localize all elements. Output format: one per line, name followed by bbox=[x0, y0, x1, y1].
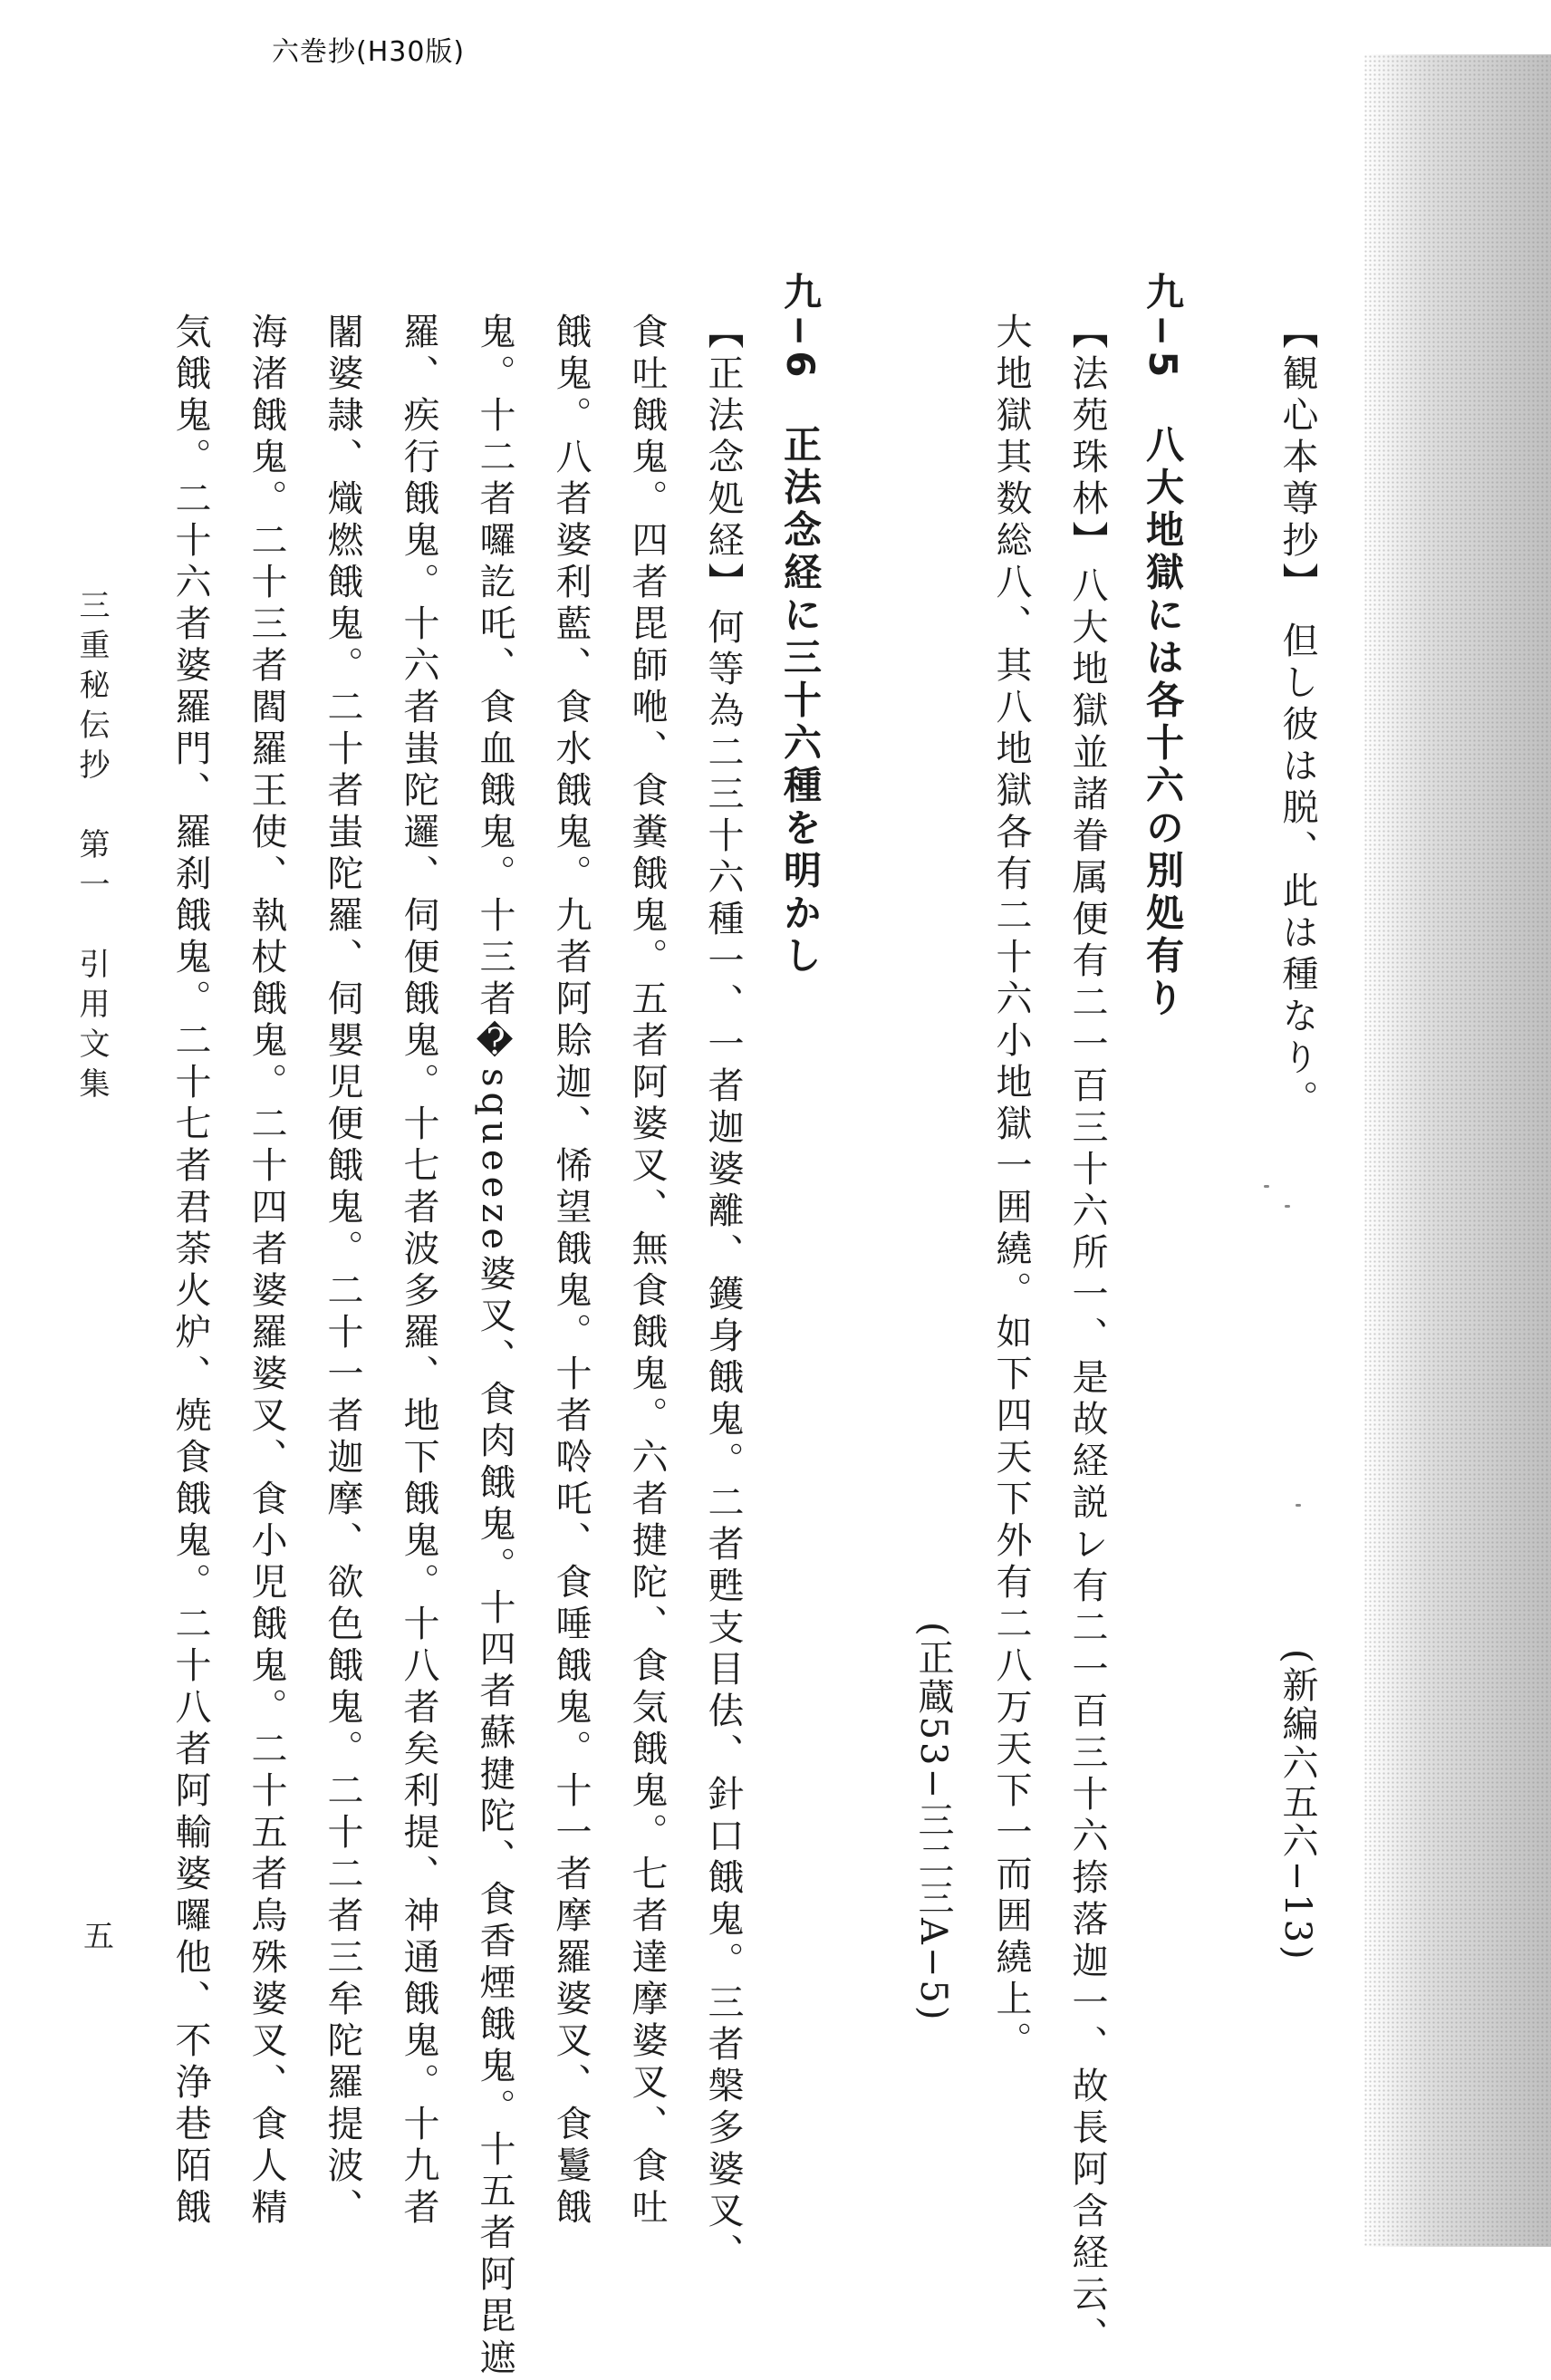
s9-5-line-1: 【法苑珠林】八大地獄並諸眷属便有二一百三十六所一、是故経説レ有二一百三十六捺落迦一、故長阿含経云、 bbox=[1066, 313, 1108, 2358]
source-hoon-jurin: 【法苑珠林】 bbox=[1066, 313, 1108, 563]
s9-6-line-7: 海渚餓鬼。二十三者閻羅王使、執杖餓鬼。二十四者婆羅婆叉、食小児餓鬼。二十五者烏殊婆叉、食人精 bbox=[246, 313, 287, 2230]
heading-9-5: 九−5 八大地獄には各十六の別処有り bbox=[1141, 272, 1185, 1021]
s9-6-line-4: 鬼。十二者囉訖吒、食血餓鬼。十三者�squeeze婆叉、食肉餓鬼。十四者蘇揵陀、食香煙餓鬼。十五者阿毘遮 bbox=[474, 313, 515, 2380]
s9-6-line-6: 闍婆隷、熾燃餓鬼。二十者蚩陀羅、伺嬰児便餓鬼。二十一者迦摩、欲色餓鬼。二十二者三牟陀羅提波、 bbox=[322, 313, 363, 2230]
scan-speck bbox=[1264, 1185, 1269, 1188]
s9-6-line-1: 【正法念処経】何等為二三十六種一、一者迦婆離、鑊身餓鬼。二者甦支目佉、針口餓鬼。三者槃多婆叉、 bbox=[702, 313, 744, 2275]
scan-speck bbox=[1285, 1205, 1290, 1208]
source-shobonen-sho: 【正法念処経】 bbox=[702, 313, 744, 604]
scan-speck bbox=[1296, 1504, 1301, 1507]
page-number: 五 bbox=[83, 1919, 114, 1955]
scan-edge-shadow bbox=[1363, 54, 1551, 2247]
s9-6-line-8: 気餓鬼。二十六者婆羅門、羅刹餓鬼。二十七者君荼火炉、焼食餓鬼。二十八者阿輸婆囉他、不浄巷陌餓 bbox=[169, 313, 211, 2230]
s9-5-line-2: 大地獄其数総八、其八地獄各有二十六小地獄一囲繞。如下四天下外有二八万天下一而囲繞上。 bbox=[990, 313, 1032, 2063]
kanjin-quote: 【観心本尊抄】 但し彼は脱、此は種なり。 bbox=[1276, 313, 1318, 1122]
heading-9-6: 九−6 正法念経に三十六種を明かし bbox=[778, 272, 823, 978]
s9-6-line-2: 食吐餓鬼。四者毘師咃、食糞餓鬼。五者阿婆叉、無食餓鬼。六者揵陀、食気餓鬼。七者達摩婆叉、食吐 bbox=[626, 313, 668, 2230]
footer-book-title: 三重秘伝抄 第一 引用文集 bbox=[73, 589, 110, 1107]
s9-6-line-3: 餓鬼。八者婆利藍、食水餓鬼。九者阿賒迦、悕望餓鬼。十者唥吒、食唾餓鬼。十一者摩羅婆叉、食鬘餓 bbox=[550, 313, 592, 2230]
s9-6-line-5: 羅、疾行餓鬼。十六者蚩陀邏、伺便餓鬼。十七者波多羅、地下餓鬼。十八者矣利提、神通餓鬼。十九者 bbox=[398, 313, 439, 2230]
kanjin-reference: (新編六五六−13) bbox=[1276, 1649, 1318, 1962]
s9-5-reference: (正蔵53−三二三A−5) bbox=[912, 1622, 954, 2023]
running-header: 六巻抄(H30版) bbox=[272, 36, 466, 68]
